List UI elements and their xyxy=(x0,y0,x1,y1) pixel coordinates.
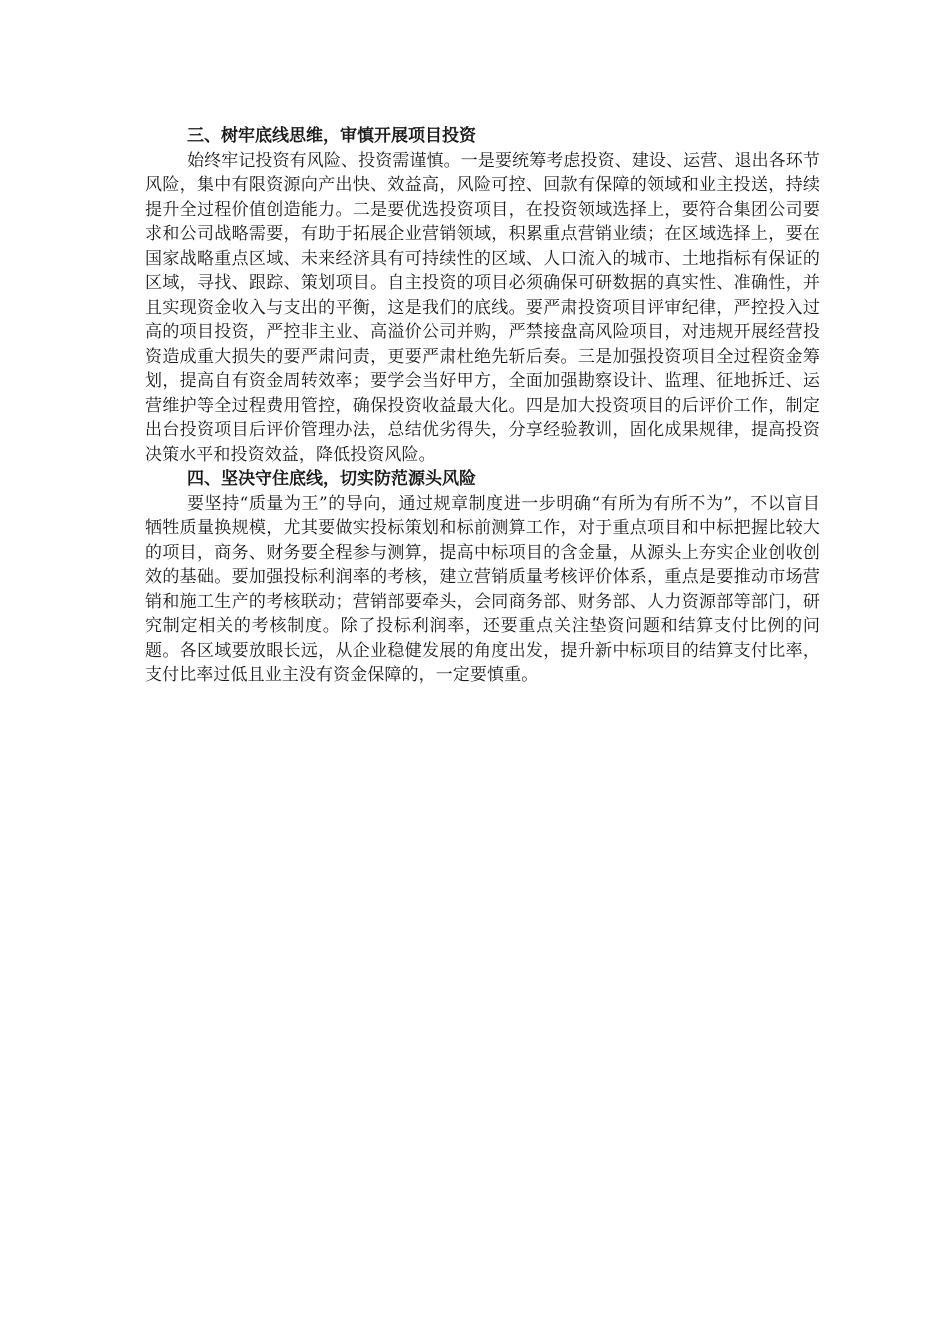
section-paragraph: 始终牢记投资有风险、投资需谨慎。一是要统筹考虑投资、建设、运营、退出各环节风险，集中有限资源向产出快、效益高，风险可控、回款有保障的领域和业主投送，持续提升全过程价值创造能力。二是要优选投资项目，在投资领域选择上，要符合集团公司要求和公司战略需要，有助于拓展企业营销领域，积累重点营销业绩；在区域选择上，要在国家战略重点区域、未来经济具有可持续性的区域、人口流入的城市、土地指标有保证的区域，寻找、跟踪、策划项目。自主投资的项目必须确保可研数据的真实性、准确性，并且实现资金收入与支出的平衡，这是我们的底线。要严肃投资项目评审纪律，严控投入过高的项目投资，严控非主业、高溢价公司并购，严禁接盘高风险项目，对违规开展经营投资造成重大损失的要严肃问责，更要严肃杜绝先斩后奏。三是加强投资项目全过程资金筹划，提高自有资金周转效率；要学会当好甲方，全面加强勘察设计、监理、征地拆迁、运营维护等全过程费用管控，确保投资收益最大化。四是加大投资项目的后评价工作，制定出台投资项目后评价管理办法，总结优劣得失，分享经验教训，固化成果规律，提高投资决策水平和投资效益，降低投资风险。 xyxy=(145,150,820,465)
section-heading: 三、树牢底线思维，审慎开展项目投资 xyxy=(187,126,476,146)
section-paragraph: 要坚持“质量为王”的导向，通过规章制度进一步明确“有所为有所不为”，不以盲目牺牲质量换规模，尤其要做实投标策划和标前测算工作，对于重点项目和中标把握比较大的项目，商务、财务要全程参与测算，提高中标项目的含金量，从源头上夯实企业创收创效的基础。要加强投标利润率的考核，建立营销质量考核评价体系，重点是要推动市场营销和施工生产的考核联动；营销部要牵头，会同商务部、财务部、人力资源部等部门，研究制定相关的考核制度。除了投标利润率，还要重点关注垫资问题和结算支付比例的问题。各区域要放眼长远，从企业稳健发展的角度出发，提升新中标项目的结算支付比率，支付比率过低且业主没有资金保障的，一定要慎重。 xyxy=(145,493,820,685)
section-three xyxy=(145,124,820,467)
section-four xyxy=(145,467,820,688)
section-heading: 四、坚决守住底线，切实防范源头风险 xyxy=(187,469,476,489)
document-page xyxy=(145,124,820,688)
